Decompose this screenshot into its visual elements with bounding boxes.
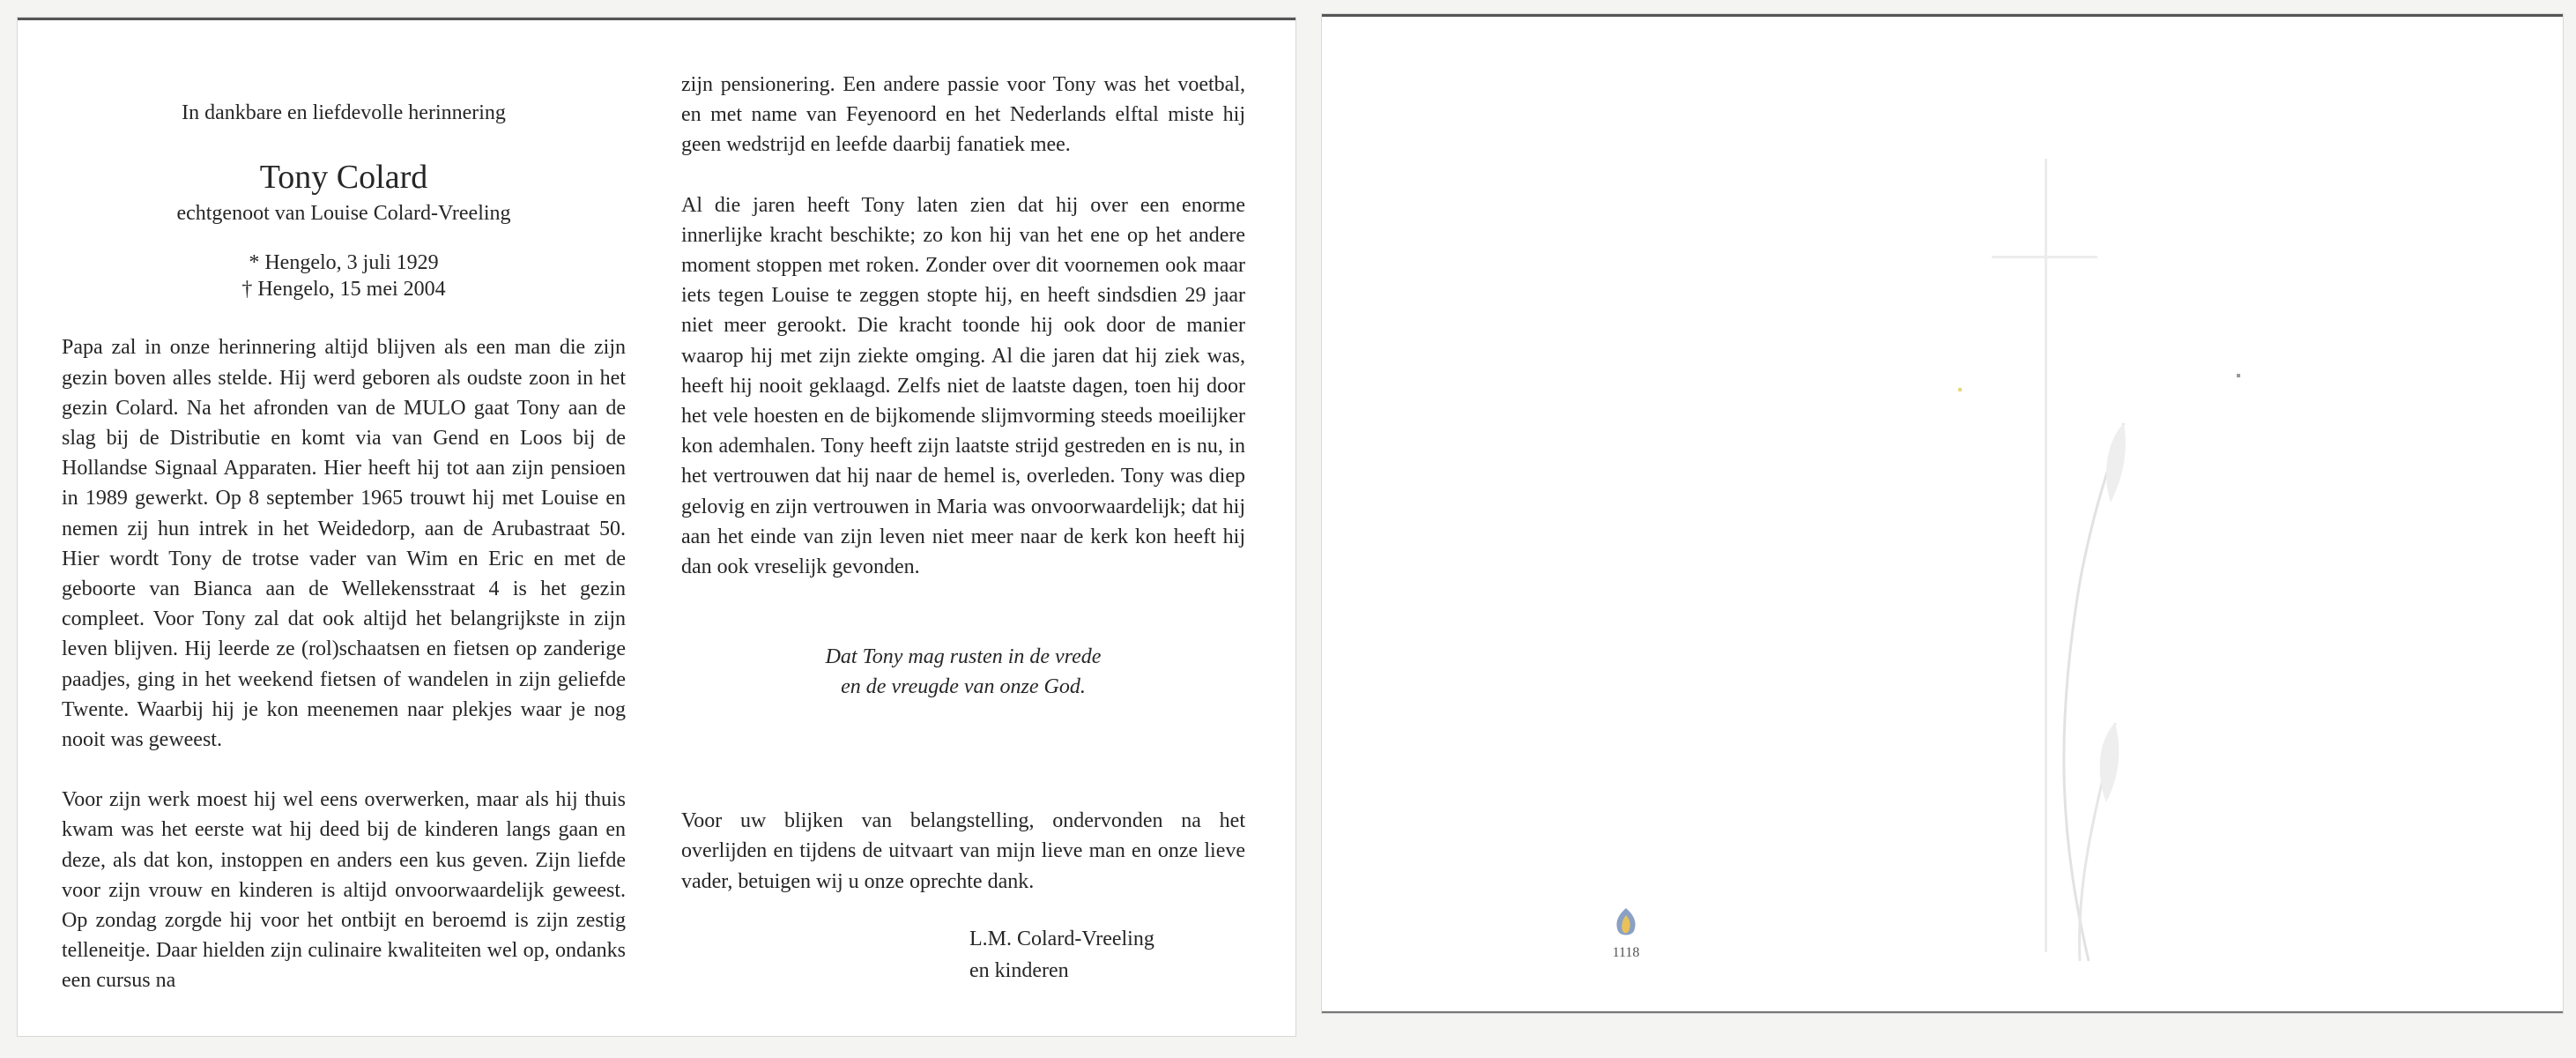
death-date: † Hengelo, 15 mei 2004 xyxy=(241,278,446,302)
paragraph-strength: Al die jaren heeft Tony laten zien dat hij over een enorme innerlijke kracht beschikte; zo kon hij van het ene op het andere moment stoppen met roken. Zonder over dit voornemen ook maar iets tegen Louise te zeggen stopte hij, en heeft sindsdien 29 jaar niet meer gerookt. Die kracht toonde hij ook door de manier waarop hij met zijn ziekte omging. Al die jaren dat hij ziek was, heeft hij nooit geklaagd. Zelfs niet de laatste dagen, toen hij door het vele hoesten en de bijkomende slijmvorming steeds moeilijker kon ademhalen. Tony heeft zijn laatste strijd gestreden en is nu, in het vertrouwen dat hij naar de hemel is, overleden. Tony was diep gelovig en zijn vertrouwen in Maria was onvoorwaardelijk; dat hij aan het einde van zijn leven niet meer naar de kerk kon heeft hij dan ook vreselijk gevonden. xyxy=(681,193,1245,579)
verse xyxy=(681,642,1245,702)
verse-line-2: en de vreugde van onze God. xyxy=(841,675,1086,699)
signature xyxy=(969,923,1245,987)
deceased-name: Tony Colard xyxy=(259,159,428,197)
spouse-line: echtgenoot van Louise Colard-Vreeling xyxy=(176,202,511,226)
paragraph-family: Voor zijn werk moest hij wel eens overwerken, maar als hij thuis kwam was het eerste wat hij deed bij de kinderen langs gaan en deze, als dat kon, instoppen en anders een kus geven. Zijn liefde voor zijn vrouw en kinderen is altijd onvoorwaardelijk geweest. Op zondag zorgde hij voor het ontbijt en beroemd is zijn zestig telleneitje. Daar hielden zijn culinaire kwaliteiten wel op, ondanks een cursus na xyxy=(62,788,626,993)
cover-page xyxy=(1322,14,2563,1013)
cross-icon-bar xyxy=(1992,256,2097,258)
signature-family: en kinderen xyxy=(969,958,1069,982)
flame-logo-icon xyxy=(1613,906,1639,938)
paragraph-passion: zijn pensionering. Een andere passie voor Tony was het voetbal, en met name van Feyenoord en het Nederlands elftal miste hij geen wedstrijd en leefde daarbij fanatiek mee. xyxy=(681,73,1245,157)
paragraph-life: Papa zal in onze herinnering altijd blijven als een man die zijn gezin boven alles stelde. Hij werd geboren als oudste zoon in het gezin Colard. Na het afronden van de MULO gaat Tony aan de slag bij de Distributie en komt via van Gend en Loos bij de Hollandse Signaal Apparaten. Hier heeft hij tot aan zijn pensioen in 1989 gewerkt. Op 8 september 1965 trouwt hij met Louise en nemen zij hun intrek in het Weidedorp, aan de Arubastraat 50. Hier wordt Tony de trotse vader van Wim en Eric en met de geboorte van Bianca aan de Wellekensstraat 4 is het gezin compleet. Voor Tony zal dat ook altijd het belangrijkste in zijn leven blijven. Hij leerde ze (rol)schaatsen en fietsen op zanderige paadjes, ging in het weekend fietsen of wandelen in zijn geliefde Twente. Waarbij hij je kon meenemen naar plekjes waar je nog nooit was geweest. xyxy=(62,336,626,752)
wheat-icon xyxy=(2027,406,2150,970)
left-column xyxy=(62,82,626,996)
birth-date: * Hengelo, 3 juli 1929 xyxy=(249,251,439,275)
signature-name: L.M. Colard-Vreeling xyxy=(969,927,1154,950)
right-column xyxy=(681,70,1245,987)
dates-block xyxy=(62,250,626,302)
intro-text: In dankbare en liefdevolle herinnering xyxy=(182,101,506,124)
thanks-text: Voor uw blijken van belangstelling, ondervonden na het overlijden en tijdens de uitvaart van mijn lieve man en onze lieve vader, betuigen wij u onze oprechte dank. xyxy=(681,809,1245,893)
verse-line-1: Dat Tony mag rusten in de vrede xyxy=(825,645,1102,669)
card-code: 1118 xyxy=(1612,945,1640,960)
inner-page xyxy=(18,18,1295,1036)
